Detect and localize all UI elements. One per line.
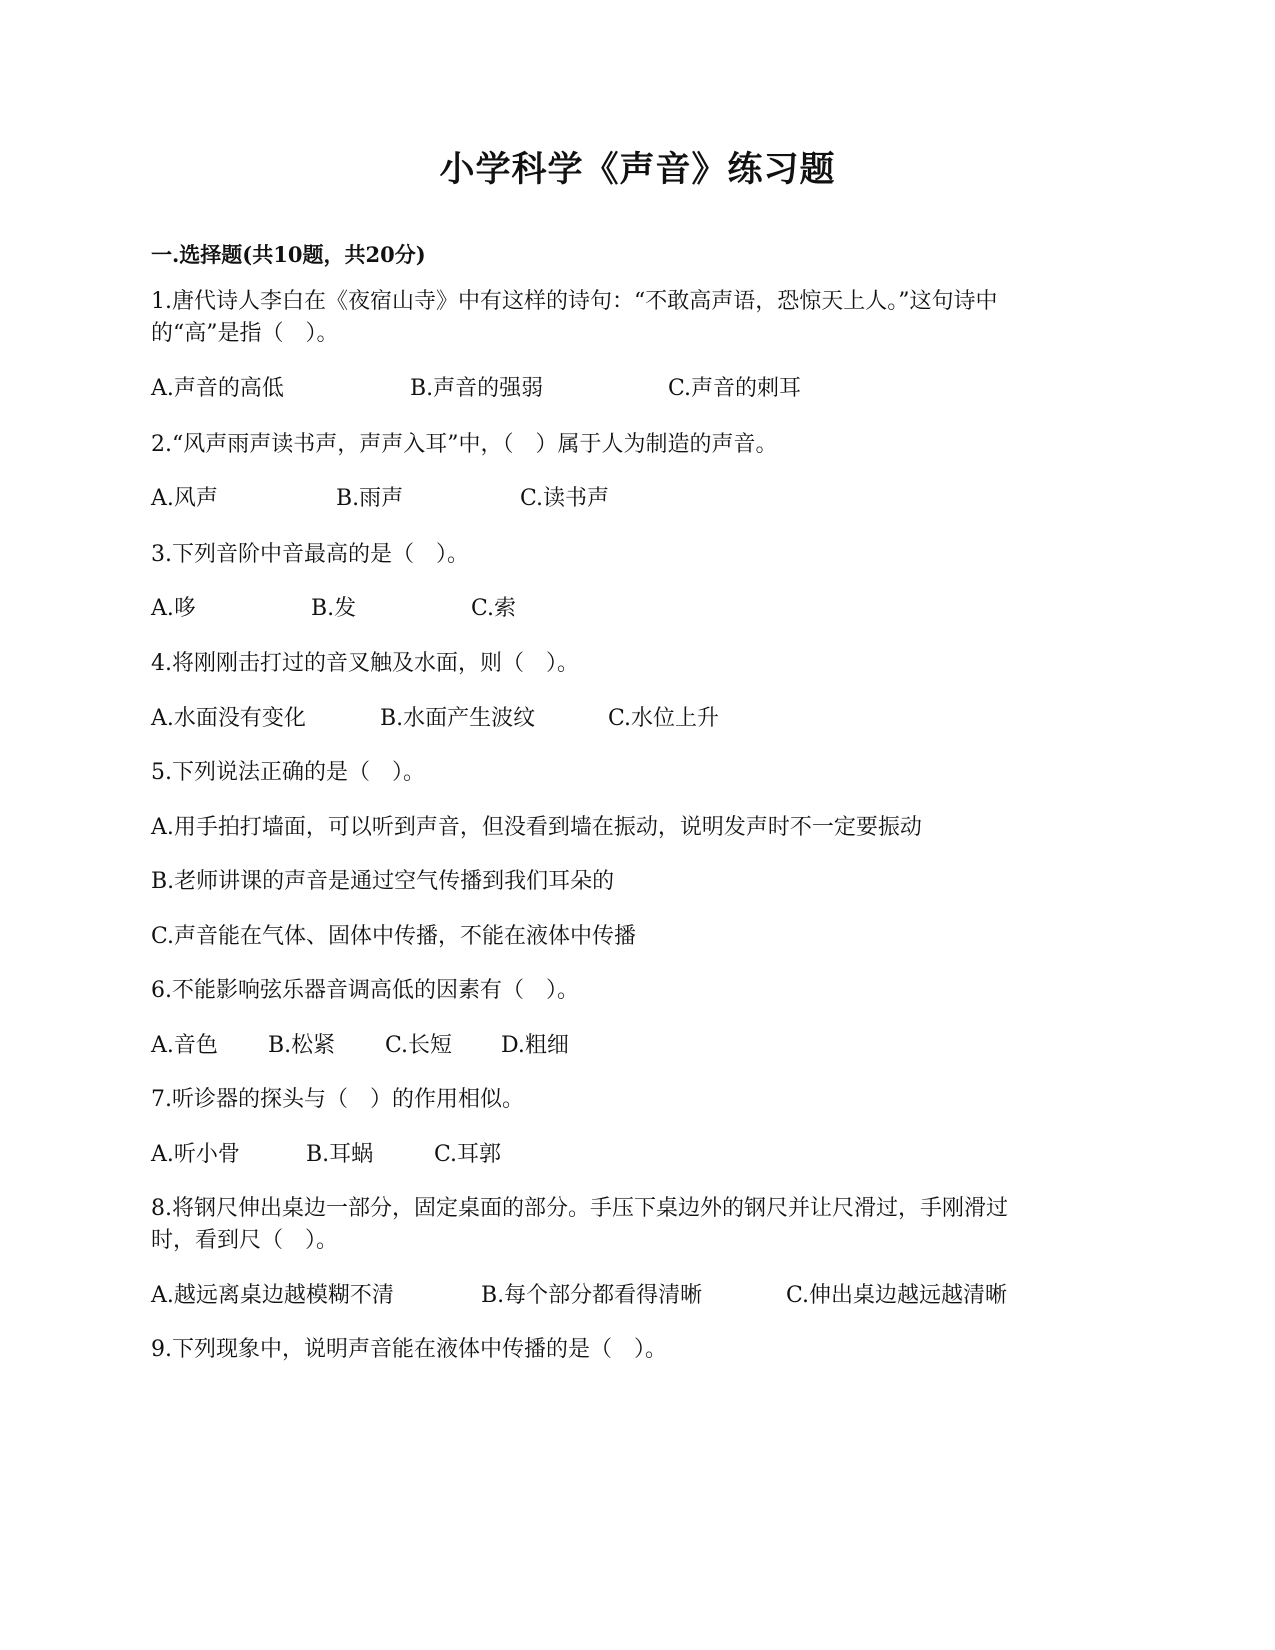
option-b: B.每个部分都看得清晰 [481,1283,703,1308]
option-b: B.耳蜗 [306,1142,374,1167]
question-stem-line: 8.将钢尺伸出桌边一部分，固定桌面的部分。手压下桌边外的钢尺并让尺滑过，手刚滑过 [151,1196,1008,1221]
option-a: A.听小骨 [151,1142,240,1167]
option-c: C.声音能在气体、固体中传播，不能在液体中传播 [151,924,637,949]
option-a: A.越远离桌边越模糊不清 [151,1283,394,1308]
option-c: C.声音的刺耳 [668,376,802,401]
question-stem-line: 5.下列说法正确的是（ ）。 [151,760,425,785]
question-stem-line: 7.听诊器的探头与（ ）的作用相似。 [151,1087,524,1112]
option-a: A.声音的高低 [151,376,284,401]
option-b: B.水面产生波纹 [380,706,536,731]
option-a: A.用手拍打墙面，可以听到声音，但没看到墙在振动，说明发声时不一定要振动 [151,815,922,840]
option-c: C.读书声 [520,486,610,511]
option-a: A.风声 [151,486,218,511]
option-c: C.索 [471,596,517,621]
option-d: D.粗细 [501,1033,569,1058]
question-stem-line: 3.下列音阶中音最高的是（ ）。 [151,542,469,567]
question-stem-line: 1.唐代诗人李白在《夜宿山寺》中有这样的诗句：“不敢高声语，恐惊天上人。”这句诗中 [151,289,998,314]
question-stem-line: 2.“风声雨声读书声，声声入耳”中，（ ）属于人为制造的声音。 [151,432,778,457]
option-c: C.长短 [385,1033,453,1058]
question-stem-line: 4.将刚刚击打过的音叉触及水面，则（ ）。 [151,651,579,676]
option-a: A.音色 [151,1033,218,1058]
page-title: 小学科学《声音》练习题 [439,149,836,190]
option-b: B.松紧 [268,1033,336,1058]
question-stem-line: 6.不能影响弦乐器音调高低的因素有（ ）。 [151,978,579,1003]
option-b: B.雨声 [336,486,404,511]
question-stem-line: 的“高”是指（ ）。 [151,321,339,346]
option-b: B.发 [311,596,357,621]
option-c: C.耳郭 [434,1142,502,1167]
question-stem-line: 时，看到尺（ ）。 [151,1228,339,1253]
option-a: A.哆 [151,596,196,621]
question-stem-line: 9.下列现象中，说明声音能在液体中传播的是（ ）。 [151,1337,667,1362]
option-b: B.声音的强弱 [410,376,544,401]
section-heading: 一.选择题(共10题，共20分) [151,242,426,267]
option-c: C.水位上升 [608,706,720,731]
option-c: C.伸出桌边越远越清晰 [786,1283,1008,1308]
option-a: A.水面没有变化 [151,706,306,731]
option-b: B.老师讲课的声音是通过空气传播到我们耳朵的 [151,869,615,894]
